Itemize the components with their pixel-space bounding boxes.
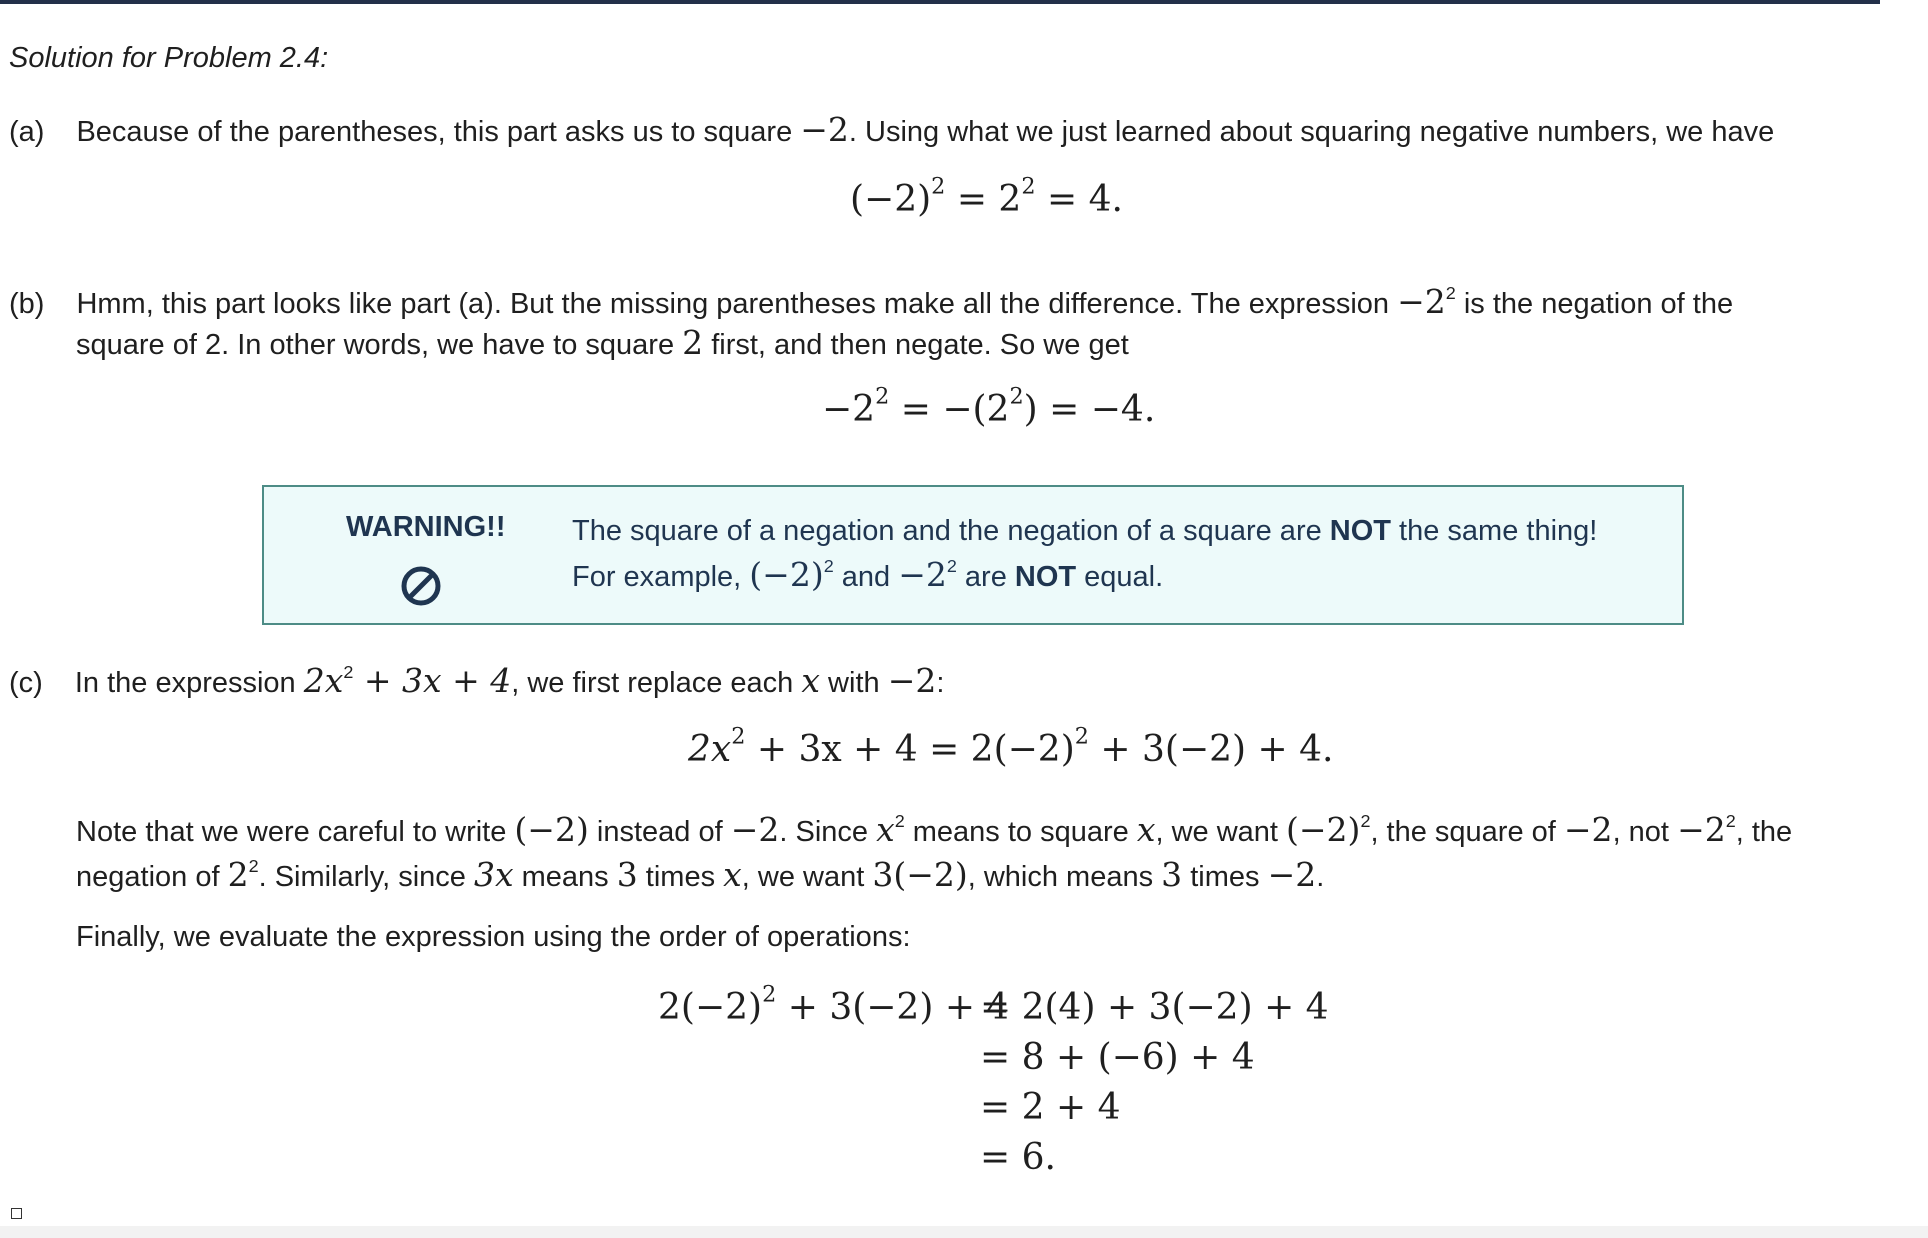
part-c-equation: $2x^2 + 3x + 4 = 2(-2)^2 + 3(-2) + 4$.: [688, 723, 1334, 770]
part-a-label: (a): [9, 116, 45, 148]
part-c-finally: Finally, we evaluate the expression using the order of operations:: [76, 921, 911, 953]
calculation-row-2: = 8 + (−6) + 4: [980, 1037, 1255, 1078]
calculation-row-4: = 6.: [980, 1137, 1056, 1178]
calculation-row-1: = 2(4) + 3(−2) + 4: [980, 987, 1329, 1028]
part-b-label: (b): [9, 288, 45, 320]
part-b-line2: square of 2. In other words, we have to square 2 first, and then negate. So we get: [76, 323, 1129, 362]
solution-heading: Solution for Problem 2.4:: [9, 42, 329, 74]
warning-title: WARNING!!: [346, 511, 506, 543]
top-rule: [0, 0, 1880, 4]
part-a-text: (a) Because of the parentheses, this part asks us to square −2. Using what we just learned about squaring negative numbers, we have: [9, 110, 1775, 149]
part-c-note-line2: negation of $2^2$. Similarly, since 3x means 3 times x, we want 3(−2), which means 3 times −2.: [76, 855, 1325, 894]
corner-checkbox-icon: [11, 1208, 22, 1219]
warning-line1: The square of a negation and the negation of a square are NOT the same thing!: [572, 515, 1598, 547]
no-entry-icon: [400, 565, 442, 607]
warning-text: [572, 509, 1597, 599]
warning-box: [262, 485, 1684, 625]
calculation-lhs: $2(-2)^2 + 3(-2) + 4$: [658, 981, 1010, 1028]
part-c-intro: (c) In the expression $2x^2 + 3x + 4$, we first replace each x with −2:: [9, 661, 945, 700]
part-c-note-line1: Note that we were careful to write (−2) instead of −2. Since $x^2$ means to square x, we want $(-2)^2$, the square of −2, not $-2^2$, the: [76, 810, 1793, 849]
calculation-row-3: = 2 + 4: [980, 1087, 1121, 1128]
part-a-equation: $(-2)^2 = 2^2 = 4$.: [850, 173, 1123, 220]
part-b-equation: $-2^2 = -(2^2) = -4$.: [822, 383, 1156, 430]
warning-line2: For example, $(-2)^2$ and $-2^2$ are NOT equal.: [572, 555, 1164, 594]
part-c-label: (c): [9, 667, 43, 699]
part-b-line1: (b) Hmm, this part looks like part (a). But the missing parentheses make all the difference. The expression $-2^2$ is the negation of the: [9, 282, 1734, 321]
bottom-bar: [0, 1226, 1928, 1238]
